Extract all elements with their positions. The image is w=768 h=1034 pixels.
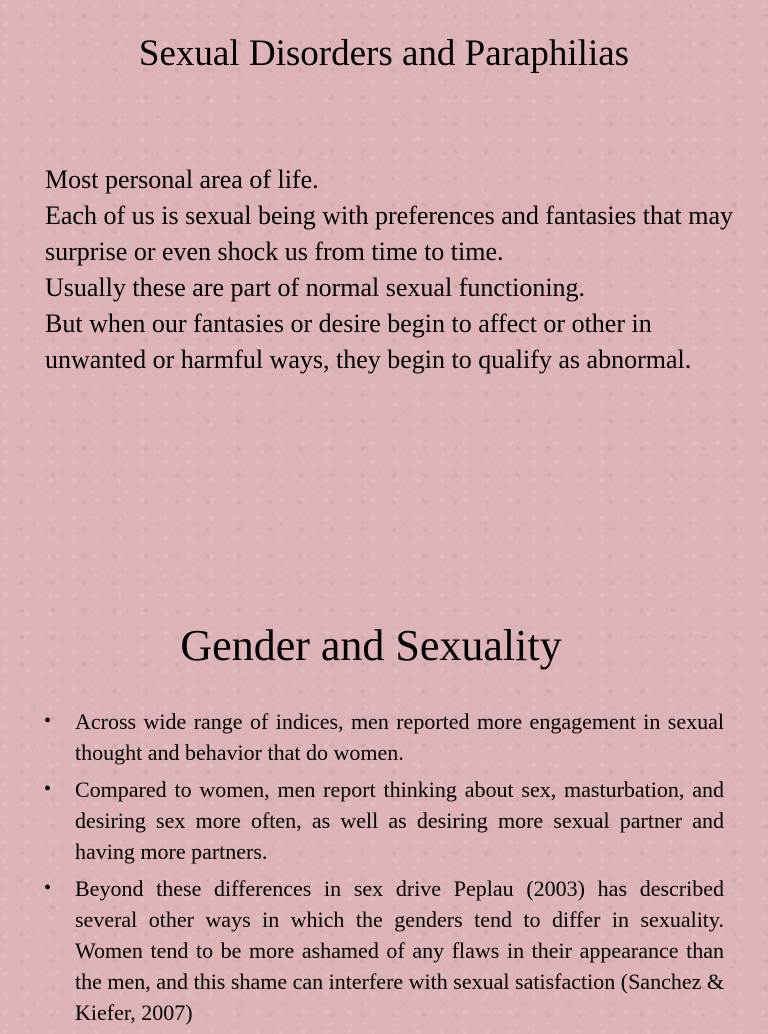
- bullet-text: Compared to women, men report thinking about sex, masturbation, and desiring sex more often, as well as desiring more sexual partner and having more partners.: [75, 777, 724, 864]
- intro-paragraph: Usually these are part of normal sexual functioning.: [45, 273, 586, 302]
- bullet-item: [44, 774, 724, 867]
- slide-title: Gender and Sexuality: [180, 621, 562, 670]
- bullet-marker: •: [44, 778, 52, 800]
- intro-text: [45, 162, 745, 378]
- intro-paragraph: Each of us is sexual being with preferences and fantasies that may surprise or even shock us from time to time.: [45, 201, 734, 266]
- bullet-text: Beyond these differences in sex drive Peplau (2003) has described several other ways in which the genders tend to differ in sexuality. Women tend to be more ashamed of any flaws in their appearance than the men, and this shame can interfere with sexual satisfaction (Sanchez & Kiefer, 2007): [75, 876, 724, 1025]
- bullet-item: [44, 706, 724, 768]
- bullet-text: Across wide range of indices, men reported more engagement in sexual thought and behavior that do women.: [75, 709, 724, 765]
- bullet-item: [44, 873, 724, 1028]
- intro-paragraph: But when our fantasies or desire begin to affect or other in unwanted or harmful ways, they begin to qualify as abnormal.: [45, 309, 692, 374]
- slide-sexual-disorders: [0, 0, 768, 500]
- bullet-marker: •: [44, 710, 52, 732]
- bullet-list: [44, 706, 724, 1034]
- intro-paragraph: Most personal area of life.: [45, 165, 319, 194]
- slide-title: Sexual Disorders and Paraphilias: [138, 33, 630, 74]
- slide-gender-sexuality: [0, 600, 768, 1024]
- bullet-marker: •: [44, 877, 52, 899]
